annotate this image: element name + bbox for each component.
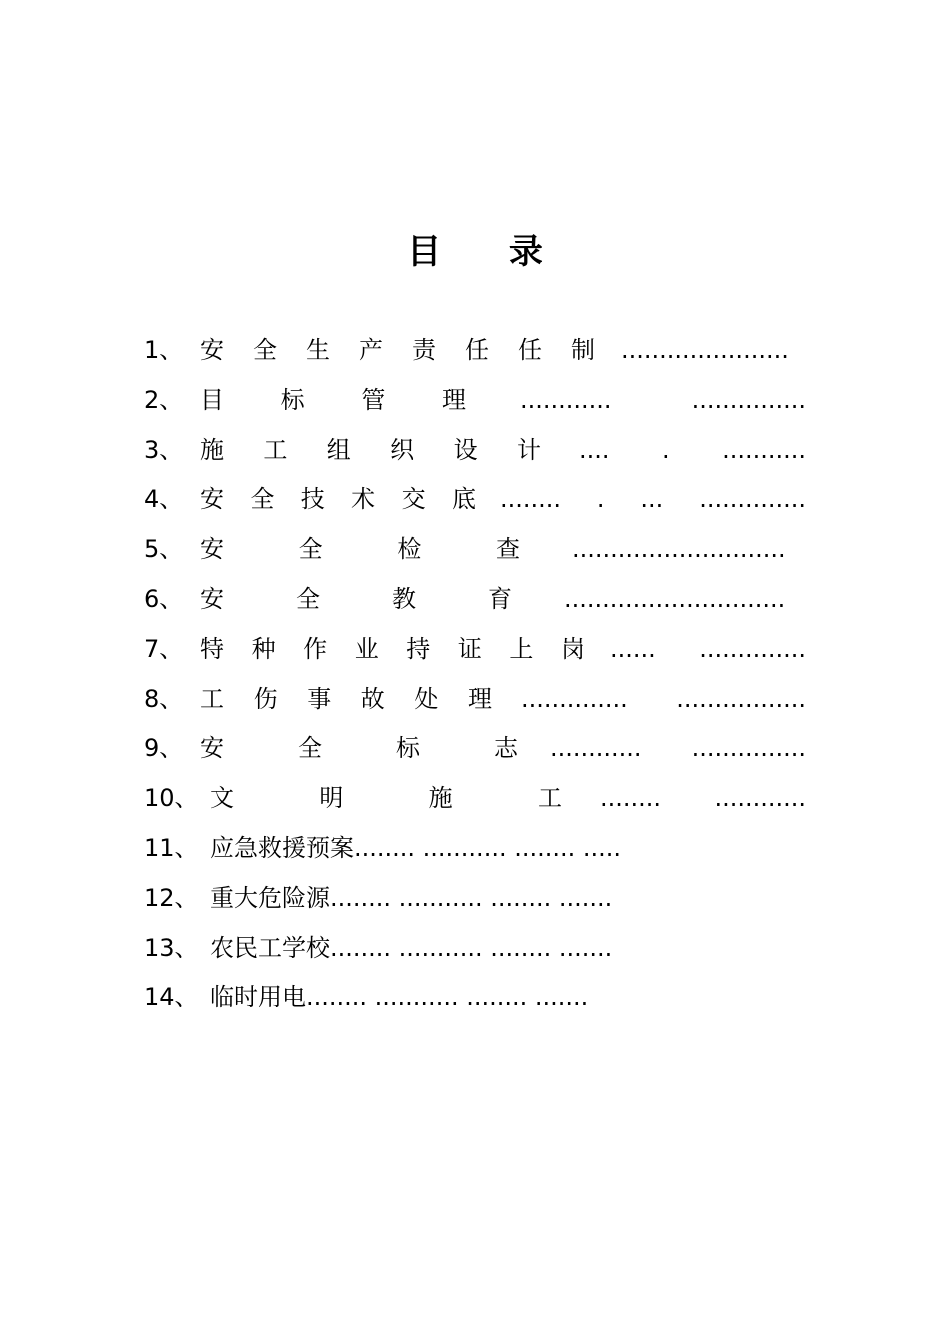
toc-entry-char: 全 [298, 535, 323, 564]
leader-dots-segment: .... [579, 435, 610, 464]
toc-leader-dots [500, 481, 806, 517]
toc-entry-char: 故 [360, 684, 385, 713]
toc-leader-dots [600, 780, 806, 816]
toc-entry [144, 979, 806, 1029]
leader-dots-segment: . [596, 485, 605, 514]
toc-leader-dots [521, 681, 806, 717]
toc-entry-char: 志 [494, 734, 518, 763]
toc-entry-title [200, 332, 595, 368]
leader-dots-segment: ...................... [621, 336, 789, 364]
toc-entry-number: 2、 [144, 385, 184, 414]
toc-entry-char: 织 [390, 435, 415, 464]
toc-entry-char: 组 [326, 435, 351, 464]
toc-entry-title [200, 432, 541, 468]
toc-entry-number: 14、 [144, 983, 199, 1012]
toc-entry-number: 9、 [144, 734, 184, 763]
leader-dots-segment: .............. [699, 634, 806, 663]
toc-entry-char: 标 [396, 734, 420, 763]
toc-entry-char: 施 [428, 784, 453, 813]
leader-dots-segment: ............................ [572, 535, 786, 564]
leader-dots-segment: ........ [600, 784, 662, 813]
toc-entry-number: 5、 [144, 535, 184, 564]
toc-entry-number: 6、 [144, 584, 184, 613]
toc-entry-char: 育 [488, 584, 512, 613]
leader-dots-segment: ................. [676, 684, 806, 713]
page-title: 目 录 [407, 232, 571, 272]
toc-entry-char: 工 [537, 784, 562, 813]
toc-entry-title [200, 730, 518, 766]
toc-entry-char: 证 [457, 634, 482, 663]
toc-entry-title [210, 780, 562, 816]
toc-entry-title: 农民工学校........ ........... ........ ....... [210, 933, 613, 962]
toc-entry-number: 8、 [144, 684, 184, 713]
toc-entry [144, 681, 806, 731]
toc-entry-char: 安 [200, 485, 224, 514]
leader-dots-segment: ... [640, 485, 664, 514]
toc-entry [144, 730, 806, 780]
toc-entry-char: 全 [296, 584, 320, 613]
toc-entry [144, 780, 806, 830]
toc-leader-dots [621, 332, 806, 368]
toc-entry-char: 责 [412, 336, 436, 364]
toc-entry-char: 技 [300, 485, 325, 514]
toc-entry [144, 432, 806, 482]
toc-entry-char: 上 [509, 634, 534, 663]
toc-entry-char: 安 [200, 734, 224, 763]
leader-dots-segment: ............ [550, 734, 642, 763]
toc-entry [144, 880, 806, 930]
toc-entry-char: 交 [401, 485, 426, 514]
toc-entry-number: 11、 [144, 833, 199, 862]
toc-entry-char: 产 [359, 336, 383, 364]
toc-entry [144, 481, 806, 531]
toc-entry [144, 531, 806, 581]
toc-entry-char: 标 [280, 385, 305, 414]
toc-entry-char: 施 [200, 435, 224, 464]
toc-entry [144, 930, 806, 980]
toc-entry-title [200, 531, 520, 567]
toc-entry-char: 底 [451, 485, 476, 514]
toc-entry-char: 设 [453, 435, 478, 464]
toc-leader-dots [520, 382, 806, 418]
toc-entry-char: 计 [516, 435, 541, 464]
toc-entry-char: 制 [571, 336, 595, 364]
toc-entry-char: 管 [361, 385, 386, 414]
toc-entry [144, 631, 806, 681]
toc-leader-dots [579, 432, 806, 468]
toc-entry-char: 工 [200, 684, 224, 713]
toc-entry-char: 处 [414, 684, 439, 713]
toc-entry-title: 临时用电........ ........... ........ ....... [210, 983, 589, 1012]
toc-entry-char: 事 [307, 684, 332, 713]
leader-dots-segment: ............ [714, 784, 806, 813]
toc-entry-char: 全 [298, 734, 322, 763]
toc-entry-char: 明 [319, 784, 344, 813]
toc-entry-number: 7、 [144, 634, 184, 663]
leader-dots-segment: .............. [521, 684, 628, 713]
leader-dots-segment: ...... [610, 634, 656, 663]
toc-entry-title [200, 382, 466, 418]
toc-entry-char: 任 [465, 336, 489, 364]
toc-leader-dots [572, 531, 806, 567]
toc-entry-char: 特 [200, 634, 224, 663]
toc-entry-title [200, 631, 585, 667]
toc-entry-title [200, 481, 476, 517]
toc-leader-dots [610, 631, 806, 667]
toc-entry-title: 应急救援预案........ ........... ........ ..... [210, 833, 622, 862]
leader-dots-segment: .............. [699, 485, 806, 514]
toc-entry-char: 安 [200, 336, 224, 364]
toc-leader-dots [550, 730, 806, 766]
toc-entry-title: 重大危险源........ ........... ........ ....... [210, 883, 613, 912]
toc-leader-dots [564, 581, 806, 617]
toc-entry-number: 1、 [144, 336, 184, 364]
toc-entry [144, 581, 806, 631]
toc-entry-char: 安 [200, 535, 224, 564]
toc-entry-char: 工 [263, 435, 288, 464]
leader-dots-segment: ............ [520, 385, 612, 414]
toc-entry-number: 10、 [144, 784, 199, 813]
toc-entry-char: 持 [406, 634, 431, 663]
toc-entry [144, 332, 806, 382]
leader-dots-segment: ........... [722, 435, 806, 464]
leader-dots-segment: . [661, 435, 670, 464]
toc-entry-title [200, 681, 492, 717]
toc-entry-char: 伤 [253, 684, 278, 713]
toc-entry-char: 全 [253, 336, 277, 364]
toc-entry-char: 安 [200, 584, 224, 613]
toc-entry-char: 术 [351, 485, 376, 514]
toc-entry-number: 13、 [144, 933, 199, 962]
toc-entry-char: 岗 [560, 634, 585, 663]
toc-entry-char: 查 [495, 535, 520, 564]
toc-entry-char: 检 [397, 535, 422, 564]
toc-entry-char: 教 [392, 584, 416, 613]
leader-dots-segment: ........ [500, 485, 562, 514]
toc-entry-number: 4、 [144, 485, 184, 514]
toc-entry-title [200, 581, 512, 617]
toc-entry-number: 12、 [144, 883, 199, 912]
leader-dots-segment: ............... [691, 385, 806, 414]
toc-entry-number: 3、 [144, 435, 184, 464]
toc-entry-char: 任 [518, 336, 542, 364]
toc-entry [144, 382, 806, 432]
toc-entry-char: 业 [354, 634, 379, 663]
toc-entry-char: 生 [306, 336, 330, 364]
toc-entry-char: 目 [200, 385, 224, 414]
toc-entry-char: 文 [210, 784, 234, 813]
toc-entry-char: 理 [467, 684, 492, 713]
toc-entry [144, 830, 806, 880]
table-of-contents [144, 332, 806, 1029]
leader-dots-segment: ............................. [564, 584, 786, 613]
toc-entry-char: 理 [441, 385, 466, 414]
leader-dots-segment: ............... [691, 734, 806, 763]
toc-entry-char: 作 [303, 634, 328, 663]
toc-entry-char: 全 [250, 485, 275, 514]
toc-entry-char: 种 [251, 634, 276, 663]
